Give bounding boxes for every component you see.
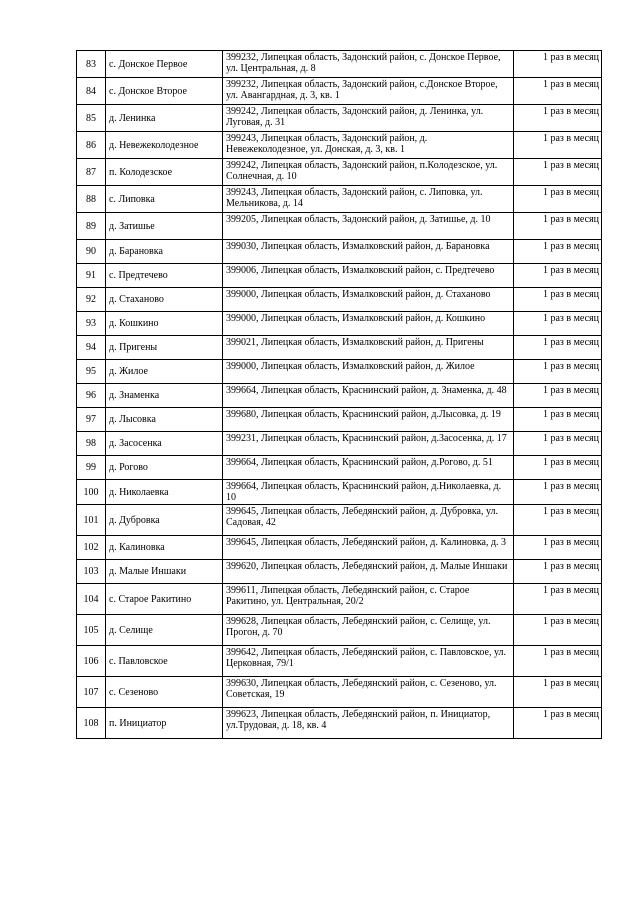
settlement-name: д. Селище	[106, 615, 223, 646]
table-row	[77, 78, 602, 105]
table-row	[77, 432, 602, 456]
settlement-name: с. Павловское	[106, 646, 223, 677]
settlement-name: п. Инициатор	[106, 708, 223, 739]
settlement-address: 399242, Липецкая область, Задонский район, д. Ленинка, ул. Луговая, д. 31	[223, 105, 514, 132]
table-row	[77, 560, 602, 584]
table-row	[77, 584, 602, 615]
row-number: 96	[77, 384, 106, 408]
table-row	[77, 505, 602, 536]
settlement-name: д. Знаменка	[106, 384, 223, 408]
settlement-address: 399620, Липецкая область, Лебедянский район, д. Малые Иншаки	[223, 560, 514, 584]
settlement-address: 399232, Липецкая область, Задонский район, с.Донское Второе, ул. Авангардная, д. 3, кв. 1	[223, 78, 514, 105]
settlement-name: с. Старое Ракитино	[106, 584, 223, 615]
row-number: 93	[77, 312, 106, 336]
settlement-name: с. Сезеново	[106, 677, 223, 708]
table-row	[77, 646, 602, 677]
visit-frequency: 1 раз в месяц	[514, 288, 602, 312]
row-number: 84	[77, 78, 106, 105]
visit-frequency: 1 раз в месяц	[514, 615, 602, 646]
table-row	[77, 456, 602, 480]
row-number: 91	[77, 264, 106, 288]
settlement-name: д. Стаханово	[106, 288, 223, 312]
visit-frequency: 1 раз в месяц	[514, 159, 602, 186]
settlement-address: 399205, Липецкая область, Задонский район, д. Затишье, д. 10	[223, 213, 514, 240]
visit-frequency: 1 раз в месяц	[514, 505, 602, 536]
settlement-name: д. Кошкино	[106, 312, 223, 336]
row-number: 106	[77, 646, 106, 677]
table-row	[77, 312, 602, 336]
row-number: 94	[77, 336, 106, 360]
visit-frequency: 1 раз в месяц	[514, 384, 602, 408]
row-number: 101	[77, 505, 106, 536]
settlement-address: 399231, Липецкая область, Краснинский район, д.Засосенка, д. 17	[223, 432, 514, 456]
table-row	[77, 384, 602, 408]
table-row	[77, 708, 602, 739]
settlement-address: 399243, Липецкая область, Задонский район, с. Липовка, ул. Мельникова, д. 14	[223, 186, 514, 213]
visit-frequency: 1 раз в месяц	[514, 432, 602, 456]
table-row	[77, 677, 602, 708]
row-number: 83	[77, 51, 106, 78]
settlement-address: 399664, Липецкая область, Краснинский район, д.Николаевка, д. 10	[223, 480, 514, 505]
table-row	[77, 288, 602, 312]
visit-frequency: 1 раз в месяц	[514, 312, 602, 336]
settlement-name: д. Малые Иншаки	[106, 560, 223, 584]
settlement-address: 399243, Липецкая область, Задонский район, д. Невежеколодезное, ул. Донская, д. 3, кв. 1	[223, 132, 514, 159]
visit-frequency: 1 раз в месяц	[514, 456, 602, 480]
settlement-name: д. Ленинка	[106, 105, 223, 132]
table-row	[77, 336, 602, 360]
settlement-address: 399680, Липецкая область, Краснинский район, д.Лысовка, д. 19	[223, 408, 514, 432]
row-number: 99	[77, 456, 106, 480]
settlement-name: д. Николаевка	[106, 480, 223, 505]
row-number: 98	[77, 432, 106, 456]
visit-frequency: 1 раз в месяц	[514, 132, 602, 159]
row-number: 108	[77, 708, 106, 739]
table-body	[77, 51, 602, 739]
settlement-name: д. Жилое	[106, 360, 223, 384]
settlement-address: 399611, Липецкая область, Лебедянский район, с. Старое Ракитино, ул. Центральная, 20/2	[223, 584, 514, 615]
table-row	[77, 408, 602, 432]
settlement-address: 399664, Липецкая область, Краснинский район, д.Рогово, д. 51	[223, 456, 514, 480]
settlement-name: д. Дубровка	[106, 505, 223, 536]
visit-frequency: 1 раз в месяц	[514, 336, 602, 360]
settlement-address: 399006, Липецкая область, Измалковский район, с. Предтечево	[223, 264, 514, 288]
settlement-address: 399645, Липецкая область, Лебедянский район, д. Калиновка, д. 3	[223, 536, 514, 560]
row-number: 103	[77, 560, 106, 584]
settlement-address: 399000, Липецкая область, Измалковский район, д. Жилое	[223, 360, 514, 384]
settlement-address: 399642, Липецкая область, Лебедянский район, с. Павловское, ул. Церковная, 79/1	[223, 646, 514, 677]
settlement-name: д. Пригены	[106, 336, 223, 360]
row-number: 87	[77, 159, 106, 186]
settlement-name: д. Рогово	[106, 456, 223, 480]
settlement-name: д. Невежеколодезное	[106, 132, 223, 159]
row-number: 97	[77, 408, 106, 432]
row-number: 86	[77, 132, 106, 159]
settlement-name: с. Липовка	[106, 186, 223, 213]
visit-frequency: 1 раз в месяц	[514, 708, 602, 739]
settlement-name: д. Засосенка	[106, 432, 223, 456]
visit-frequency: 1 раз в месяц	[514, 240, 602, 264]
visit-frequency: 1 раз в месяц	[514, 51, 602, 78]
settlement-address: 399242, Липецкая область, Задонский район, п.Колодезское, ул. Солнечная, д. 10	[223, 159, 514, 186]
visit-frequency: 1 раз в месяц	[514, 105, 602, 132]
row-number: 105	[77, 615, 106, 646]
settlement-name: д. Барановка	[106, 240, 223, 264]
visit-frequency: 1 раз в месяц	[514, 78, 602, 105]
settlement-address: 399630, Липецкая область, Лебедянский район, с. Сезеново, ул. Советская, 19	[223, 677, 514, 708]
settlement-address: 399628, Липецкая область, Лебедянский район, с. Селище, ул. Прогон, д. 70	[223, 615, 514, 646]
table-row	[77, 264, 602, 288]
settlement-address: 399021, Липецкая область, Измалковский район, д. Пригены	[223, 336, 514, 360]
visit-frequency: 1 раз в месяц	[514, 408, 602, 432]
settlement-name: д. Затишье	[106, 213, 223, 240]
settlements-table	[76, 50, 602, 739]
row-number: 100	[77, 480, 106, 505]
row-number: 95	[77, 360, 106, 384]
table-row	[77, 105, 602, 132]
settlement-address: 399645, Липецкая область, Лебедянский район, д. Дубровка, ул. Садовая, 42	[223, 505, 514, 536]
table-row	[77, 360, 602, 384]
visit-frequency: 1 раз в месяц	[514, 186, 602, 213]
row-number: 88	[77, 186, 106, 213]
visit-frequency: 1 раз в месяц	[514, 264, 602, 288]
visit-frequency: 1 раз в месяц	[514, 480, 602, 505]
table-row	[77, 615, 602, 646]
row-number: 85	[77, 105, 106, 132]
settlement-address: 399000, Липецкая область, Измалковский район, д. Стаханово	[223, 288, 514, 312]
row-number: 102	[77, 536, 106, 560]
row-number: 104	[77, 584, 106, 615]
settlement-address: 399623, Липецкая область, Лебедянский район, п. Инициатор, ул.Трудовая, д. 18, кв. 4	[223, 708, 514, 739]
row-number: 90	[77, 240, 106, 264]
visit-frequency: 1 раз в месяц	[514, 536, 602, 560]
table-row	[77, 480, 602, 505]
visit-frequency: 1 раз в месяц	[514, 360, 602, 384]
table-row	[77, 51, 602, 78]
settlement-address: 399030, Липецкая область, Измалковский район, д. Барановка	[223, 240, 514, 264]
settlement-name: с. Донское Второе	[106, 78, 223, 105]
table-row	[77, 186, 602, 213]
table-row	[77, 159, 602, 186]
table-row	[77, 536, 602, 560]
table-row	[77, 240, 602, 264]
settlement-address: 399664, Липецкая область, Краснинский район, д. Знаменка, д. 48	[223, 384, 514, 408]
table-row	[77, 132, 602, 159]
visit-frequency: 1 раз в месяц	[514, 646, 602, 677]
settlement-address: 399000, Липецкая область, Измалковский район, д. Кошкино	[223, 312, 514, 336]
settlement-name: д. Калиновка	[106, 536, 223, 560]
settlement-name: с. Предтечево	[106, 264, 223, 288]
visit-frequency: 1 раз в месяц	[514, 677, 602, 708]
visit-frequency: 1 раз в месяц	[514, 213, 602, 240]
table-row	[77, 213, 602, 240]
visit-frequency: 1 раз в месяц	[514, 560, 602, 584]
row-number: 89	[77, 213, 106, 240]
row-number: 107	[77, 677, 106, 708]
row-number: 92	[77, 288, 106, 312]
settlement-name: с. Донское Первое	[106, 51, 223, 78]
visit-frequency: 1 раз в месяц	[514, 584, 602, 615]
settlement-name: п. Колодезское	[106, 159, 223, 186]
settlement-name: д. Лысовка	[106, 408, 223, 432]
settlement-address: 399232, Липецкая область, Задонский район, с. Донское Первое, ул. Центральная, д. 8	[223, 51, 514, 78]
